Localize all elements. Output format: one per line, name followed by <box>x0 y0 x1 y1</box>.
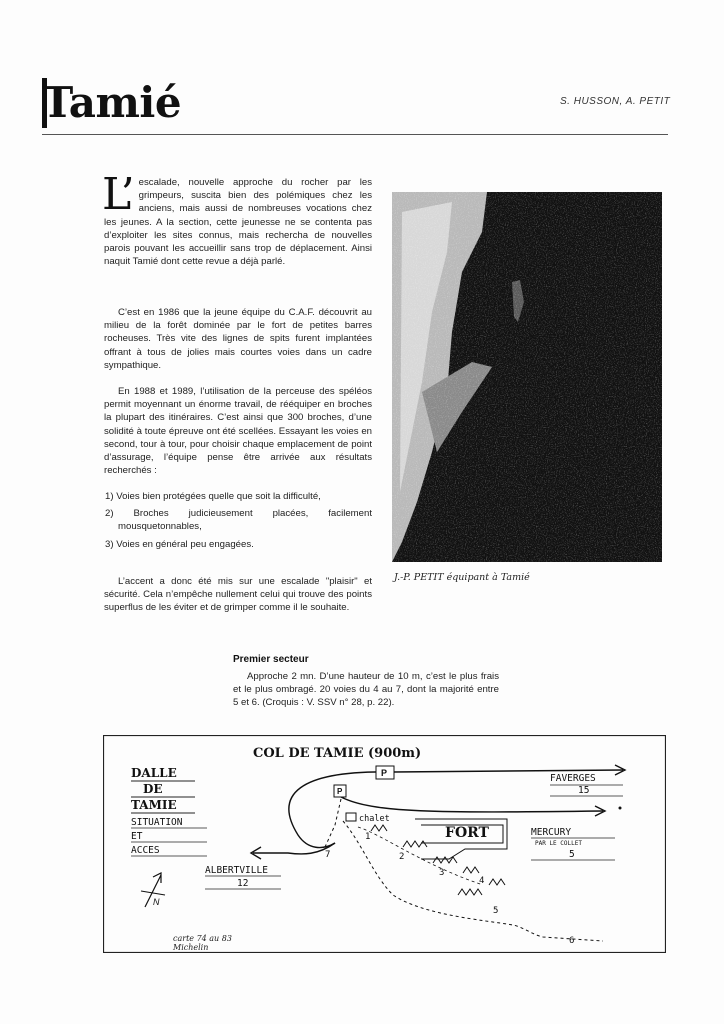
sector-number-4: 4 <box>479 876 485 886</box>
sector-number-3: 3 <box>439 868 445 878</box>
map-note-line: carte 74 au 83 <box>173 934 232 943</box>
map-parking-side: P <box>337 787 343 796</box>
map-albertville-km: 12 <box>237 878 249 889</box>
map-fort-label: FORT <box>445 825 489 841</box>
list-item: 3) Voies en général peu engagées. <box>105 538 254 550</box>
list-item: 1) Voies bien protégées quelle que soit la difficulté, <box>105 491 321 502</box>
sector-title: Premier secteur <box>233 654 309 665</box>
intro-paragraph <box>102 169 372 268</box>
sector-number-1: 1 <box>365 832 371 842</box>
access-map <box>103 735 666 953</box>
map-faverges-km: 15 <box>578 785 590 796</box>
drop-cap: L’ <box>102 169 135 220</box>
map-dalle-line: DALLE <box>131 766 177 780</box>
map-situation-line: ET <box>131 831 143 842</box>
results-list <box>104 490 372 555</box>
map-parking-top: P <box>381 768 388 778</box>
map-dalle-line: TAMIE <box>131 798 177 812</box>
sector-number-6: 6 <box>569 936 575 946</box>
article-title: Tamié <box>42 78 182 127</box>
map-note-line: Michelin <box>173 943 209 952</box>
intro-text: escalade, nouvelle approche du rocher par les grimpeurs, suscita bien des polémiques chez les anciens, mais aussi de nombreuses vocations chez les jeunes. A la section, cette jeunesse ne se contenta pas d’exploiter les sites connus, mais rechercha de nouvelles parois pouvant les accueillir sans trop de déplacement. Ainsi naquit Tamié dont cette revue a déjà parlé. <box>104 177 372 268</box>
map-albertville: ALBERTVILLE <box>205 865 268 876</box>
map-mercury-sub: PAR LE COLLET <box>535 840 582 847</box>
map-col-title: COL DE TAMIE (900m) <box>253 746 422 761</box>
paragraph-conclusion: L’accent a donc été mis sur une escalade "plaisir" et sécurité. Cela n’empêche nullement celui qui trouve des points superflus de les éviter et de grimper comme il le souhaite. <box>104 576 372 614</box>
north-label: N <box>153 897 160 907</box>
north-arrow-icon <box>141 873 165 907</box>
map-faverges: FAVERGES <box>550 773 596 784</box>
map-situation-line: SITUATION <box>131 817 183 828</box>
article-authors: S. HUSSON, A. PETIT <box>560 96 671 107</box>
map-mercury: MERCURY <box>531 827 572 838</box>
list-item: 2) Broches judicieusement placées, facilement mousquetonnables, <box>105 508 372 533</box>
paragraph-discovery: C’est en 1986 que la jeune équipe du C.A.F. découvrit au milieu de la forêt dominée par le fort de petites barres rocheuses. Très vite des lignes de spits furent implantées offrant à tous de jolies mais courtes voies dans un cadre sympathique. <box>104 307 372 371</box>
paragraph-equipment: En 1988 et 1989, l’utilisation de la perceuse des spéléos permit moyennant un énorme travail, de rééquiper en broches la plupart des itinéraires. C’est ainsi que 300 broches, d’une solidité à toute épreuve ont été scellées. Essayant les voies en second, tour à tour, pour choisir chaque emplacement de point d’assurage, l’équipe pense être arrivée aux résultats recherchés : <box>104 386 372 477</box>
climber-photo <box>392 192 662 562</box>
sector-number-5: 5 <box>493 906 499 916</box>
map-situation-line: ACCES <box>131 845 160 856</box>
sector-number-2: 2 <box>399 852 405 862</box>
map-mercury-km: 5 <box>569 849 575 860</box>
photo-caption: J.-P. PETIT équipant à Tamié <box>394 572 530 583</box>
map-dalle-line: DE <box>143 782 163 796</box>
sector-number-7: 7 <box>325 850 331 860</box>
map-chalet-label: chalet <box>359 814 390 824</box>
sector-description: Approche 2 mn. D’une hauteur de 10 m, c’est le plus frais et le plus ombragé. 20 voies du 4 au 7, dont la majorité entre 5 et 6. (Croquis : V. SSV n° 28, p. 22). <box>233 671 499 709</box>
header-rule <box>42 134 668 135</box>
